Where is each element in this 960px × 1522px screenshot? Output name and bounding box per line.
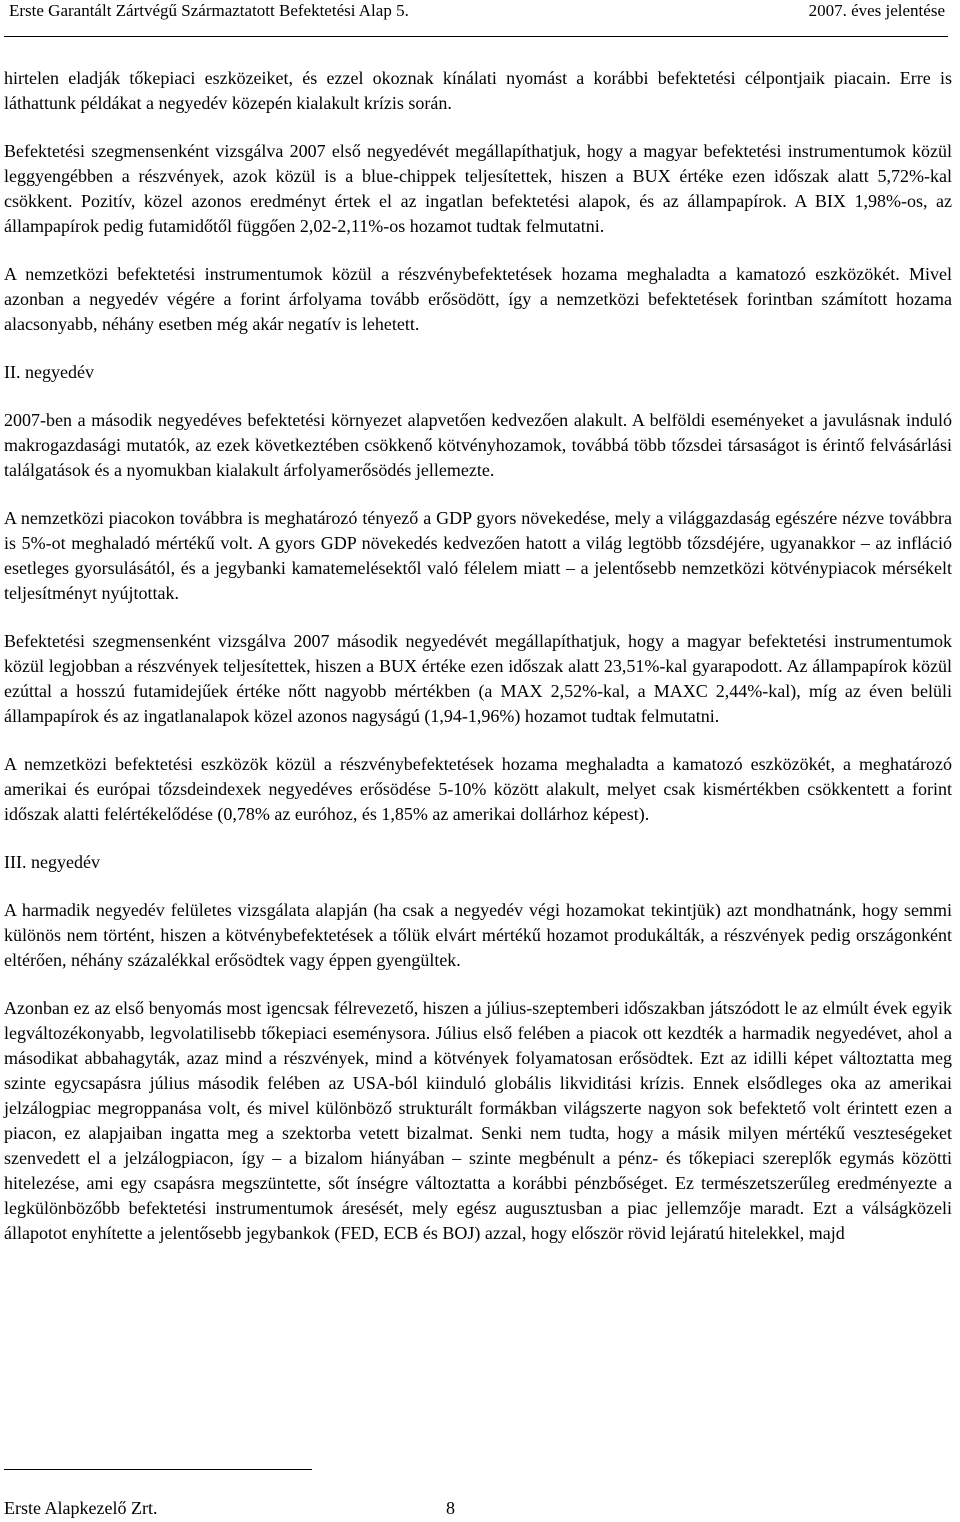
paragraph-q2-international: A nemzetközi befektetési eszközök közül a részvénybefektetések hozama meghaladta a kamatozó eszközökét, a meghatározó amerikai és európai tőzsdeindexek negyedéves erősödése 5-10% között alakult, melyet csak kismértékben csökkentett a forint időszak alatti felértékelődése (0,78% az euróhoz, és 1,85% az amerikai dollárhoz képest). [4,754,952,824]
page-number: 8 [446,1498,455,1518]
paragraph-continuation: hirtelen eladják tőkepiaci eszközeiket, és ezzel okoznak kínálati nyomást a korábbi befektetési célpontjaik piacain. Erre is láthattunk példákat a negyedév közepén kialakult krízis során. [4,68,952,113]
paragraph-q3-crisis: Azonban ez az első benyomás most igencsak félrevezető, hiszen a július-szeptemberi időszakban játszódott le az elmúlt évek egyik legváltozékonyabb, legvolatilisebb tőkepiaci eseménysora. Július első felében a piacok ott kezdték a harmadik negyedévet, ahol a másodikat abbahagyták, azaz mind a részvények, mind a kötvények folyamatosan erősödtek. Ezt az idilli képet változtatta meg szinte egycsapásra július második felében az USA-ból kiinduló globális likviditási krízis. Ennek elsődleges oka az amerikai jelzálogpiac megroppanása volt, és mivel különböző strukturált formákban világszerte nagyon sok befektető volt érintett ezen a piacon, ez alapjaiban ingatta meg a szektorba vetett bizalmat. Senki nem tudta, hogy a másik milyen mértékű veszteségeket szenvedett el a jelzálogpiacon, így – a bizalom hiányában – szinte megbénult a pénz- és tőkepiaci szereplők egymás közötti hitelezése, ami egy csapásra megszüntette, sőt ínségre változtatta a korábbi pénzbőséget. Ez természetszerűleg eredményezte a legkülönbözőbb befektetési instrumentumok áresését, mely egész augusztusban a piac jellemzője maradt. Ezt a válságközeli állapotot enyhítette a jelentősebb jegybankok (FED, ECB és BOJ) azzal, hogy először rövid lejáratú hitelekkel, majd [4,998,952,1243]
header-divider [4,36,948,37]
paragraph-q2-domestic: Befektetési szegmensenként vizsgálva 2007 második negyedévét megállapíthatjuk, hogy a magyar befektetési instrumentumok közül legjobban a részvények teljesítettek, hiszen a BUX értéke ezen időszak alatt 23,51%-kal gyarapodott. Az állampapírok közül ezúttal a hosszú futamidejűek értéke nőtt nagyobb mértékben (a MAX 2,52%-kal, a MAXC 2,44%-kal), míg az éven belüli állampapírok és az ingatlanalapok közel azonos nagyságú (1,94-1,96%) hozamot tudtak felmutatni. [4,631,952,726]
section-heading-q3: III. negyedév [4,852,100,872]
paragraph-q1-international: A nemzetközi befektetési instrumentumok közül a részvénybefektetések hozama meghaladta a kamatozó eszközökét. Mivel azonban a negyedév végére a forint árfolyama tovább erősödött, így a nemzetközi befektetések forintban számított hozama alacsonyabb, néhány esetben még akár negatív is lehetett. [4,264,952,334]
header-fund-title: Erste Garantált Zártvégű Származtatott Befektetési Alap 5. [9,1,409,20]
section-heading-q2: II. negyedév [4,362,94,382]
footer-company: Erste Alapkezelő Zrt. [4,1498,158,1518]
page-header [0,0,960,40]
paragraph-q3-overview: A harmadik negyedév felületes vizsgálata alapján (ha csak a negyedév végi hozamokat tekintjük) azt mondhatnánk, hogy semmi különös nem történt, hiszen a kötvénybefektetések a tőlük elvárt mértékű hozamot produkálták, a részvények pedig országonként eltérően, néhány százalékkal erősödtek vagy éppen gyengültek. [4,900,952,970]
paragraph-q2-environment: 2007-ben a második negyedéves befektetési környezet alapvetően kedvezően alakult. A belföldi eseményeket a javulásnak induló makrogazdasági mutatók, az ezek következtében csökkenő kötvényhozamok, továbbá több tőzsdei társaságot is érintő felvásárlási találgatások és a nyomukban kialakult árfolyamerősödés jellemezte. [4,410,952,480]
document-body [4,66,952,1269]
footer-divider [4,1469,312,1470]
paragraph-q1-domestic: Befektetési szegmensenként vizsgálva 2007 első negyedévét megállapíthatjuk, hogy a magyar befektetési instrumentumok közül leggyengébben a részvények, azok közül is a blue-chippek teljesítettek, hiszen a BUX értéke ezen időszak alatt 5,72%-kal csökkent. Pozitív, közel azonos eredményt értek el az ingatlan befektetési alapok, és az állampapírok. A BIX 1,98%-os, az állampapírok pedig futamidőtől függően 2,02-2,11%-os hozamot tudtak felmutatni. [4,141,952,236]
header-report-title: 2007. éves jelentése [808,1,945,20]
paragraph-q2-international-markets: A nemzetközi piacokon továbbra is meghatározó tényező a GDP gyors növekedése, mely a világgazdaság egészére nézve továbbra is 5%-ot meghaladó mértékű volt. A gyors GDP növekedés kedvezően hatott a világ legtöbb tőzsdéjére, ugyanakkor – az infláció esetleges gyorsulásától, és a jegybanki kamatemelésektől való félelem miatt – a jelentősebb nemzetközi kötvénypiacok mérsékelt teljesítményt nyújtottak. [4,508,952,603]
